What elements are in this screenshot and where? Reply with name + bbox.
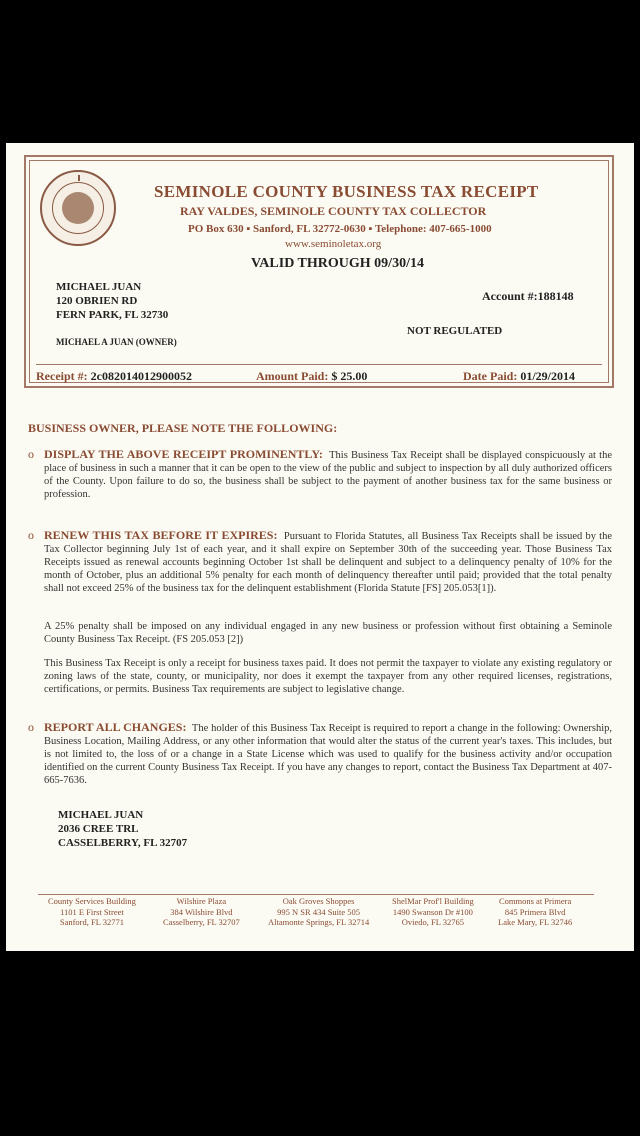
display-body: This Business Tax Receipt shall be displayed conspicuously at the place of business in such a manner that it can be open to the view of the public and subject to inspection by all duly authorized officers of the County. Upon failure to do so, the business shall be subject to the payment of another business tax for the same business or profession.	[44, 450, 613, 500]
office-street: 1101 E First Street	[60, 906, 124, 917]
amount-label: Amount Paid:	[256, 369, 329, 383]
business-address	[56, 280, 168, 322]
amount-value: $ 25.00	[331, 369, 368, 383]
account-number	[482, 289, 574, 304]
owner-name: MICHAEL A JUAN (OWNER)	[56, 337, 177, 347]
office-location	[268, 896, 369, 928]
footer-divider	[38, 894, 594, 895]
date-value: 01/29/2014	[520, 369, 575, 383]
receipt-number	[36, 369, 192, 384]
renew-heading: RENEW THIS TAX BEFORE IT EXPIRES:	[44, 528, 278, 542]
date-label: Date Paid:	[463, 369, 518, 383]
office-location	[48, 896, 136, 928]
collector-name: RAY VALDES, SEMINOLE COUNTY TAX COLLECTOR	[180, 204, 487, 218]
report-body: The holder of this Business Tax Receipt is required to report a change in the following: Ownership, Business Location, Mailing Address, or any other information that would alter the status of the current year's taxes. This includes, but is not limited to, the loss of or a change in a State License which was used to qualify for the business activity and/or occupation identified on the current County Business Tax Receipt. If you have any changes to report, contact the Business Tax Department at 407-665-7636.	[44, 723, 613, 786]
bullet-icon: o	[28, 528, 34, 542]
amount-paid	[256, 369, 367, 384]
receipt-title: SEMINOLE COUNTY BUSINESS TAX RECEIPT	[154, 182, 539, 201]
office-street: 995 N SR 434 Suite 505	[277, 906, 361, 917]
office-street: 845 Primera Blvd	[504, 906, 566, 917]
office-street: 1490 Swanson Dr #100	[392, 906, 473, 917]
receipt-number-label: Receipt #:	[36, 369, 88, 383]
account-value: 188148	[537, 289, 574, 303]
receipt-divider	[36, 364, 602, 365]
office-name: County Services Building	[48, 896, 136, 906]
mailing-street: 2036 CREE TRL	[58, 823, 139, 835]
mailing-city: CASSELBERRY, FL 32707	[58, 837, 188, 849]
bullet-icon: o	[28, 720, 34, 734]
notice-heading: BUSINESS OWNER, PLEASE NOTE THE FOLLOWING:	[28, 421, 338, 435]
office-name: Commons at Primera	[498, 896, 572, 906]
regulation-status: NOT REGULATED	[407, 325, 503, 337]
account-label: Account #:	[482, 289, 538, 303]
office-name: Oak Groves Shoppes	[282, 896, 355, 906]
office-name: Wilshire Plaza	[176, 896, 227, 906]
mailing-address	[58, 808, 187, 850]
office-city: Lake Mary, FL 32746	[498, 917, 573, 927]
collector-address: PO Box 630 ▪ Sanford, FL 32772-0630 ▪ Telephone: 407-665-1000	[188, 223, 492, 235]
business-city: FERN PARK, FL 32730	[56, 309, 169, 321]
receipt-number-value: 2c082014012900052	[90, 369, 192, 383]
office-city: Altamonte Springs, FL 32714	[268, 917, 370, 927]
office-city: Sanford, FL 32771	[59, 917, 124, 927]
office-location	[163, 896, 240, 928]
report-section	[28, 721, 612, 787]
bullet-icon: o	[28, 447, 34, 461]
valid-through: VALID THROUGH 09/30/14	[251, 256, 424, 271]
renew-body: Pursuant to Florida Statutes, all Business Tax Receipts shall be issued by the Tax Collector beginning July 1st of each year, and it shall expire on September 30th of the succeeding year. Those Business Tax Receipts issued as renewal accounts beginning October 1st shall be delinquent and subject to a delinquency penalty of 10% for the month of October, plus an additional 5% penalty for each month of delinquency thereafter until paid; provided that the total penalty shall not exceed 25% of the business tax for the delinquent establishment (Florida Statute [FS] 205.053[1]).	[44, 531, 613, 594]
tax-receipt-document	[6, 143, 634, 951]
business-name: MICHAEL JUAN	[56, 281, 142, 293]
receipt-box	[24, 155, 614, 388]
display-section	[28, 448, 612, 501]
office-street: 384 Wilshire Blvd	[170, 906, 233, 917]
report-heading: REPORT ALL CHANGES:	[44, 720, 187, 734]
office-name: ShelMar Prof'l Building	[392, 896, 474, 906]
mailing-name: MICHAEL JUAN	[58, 809, 144, 821]
renew-section	[28, 529, 612, 595]
office-location	[392, 896, 474, 928]
office-location	[498, 896, 572, 928]
display-heading: DISPLAY THE ABOVE RECEIPT PROMINENTLY:	[44, 447, 323, 461]
collector-website: www.seminoletax.org	[285, 238, 382, 250]
county-seal-icon	[40, 170, 116, 246]
office-city: Casselberry, FL 32707	[163, 917, 240, 927]
business-street: 120 OBRIEN RD	[56, 295, 138, 307]
office-city: Oviedo, FL 32765	[401, 917, 465, 927]
penalty-paragraph: A 25% penalty shall be imposed on any individual engaged in any new business or profession without first obtaining a Seminole County Business Tax Receipt. (FS 205.053 [2])	[44, 621, 612, 645]
disclaimer-paragraph: This Business Tax Receipt is only a receipt for business taxes paid. It does not permit the taxpayer to violate any existing regulatory or zoning laws of the state, county, or municipality, nor does it exempt the taxpayer from any other required licenses, registrations, certifications, or permits. Business Tax requirements are subject to legislative change.	[44, 658, 612, 695]
date-paid	[463, 369, 575, 384]
